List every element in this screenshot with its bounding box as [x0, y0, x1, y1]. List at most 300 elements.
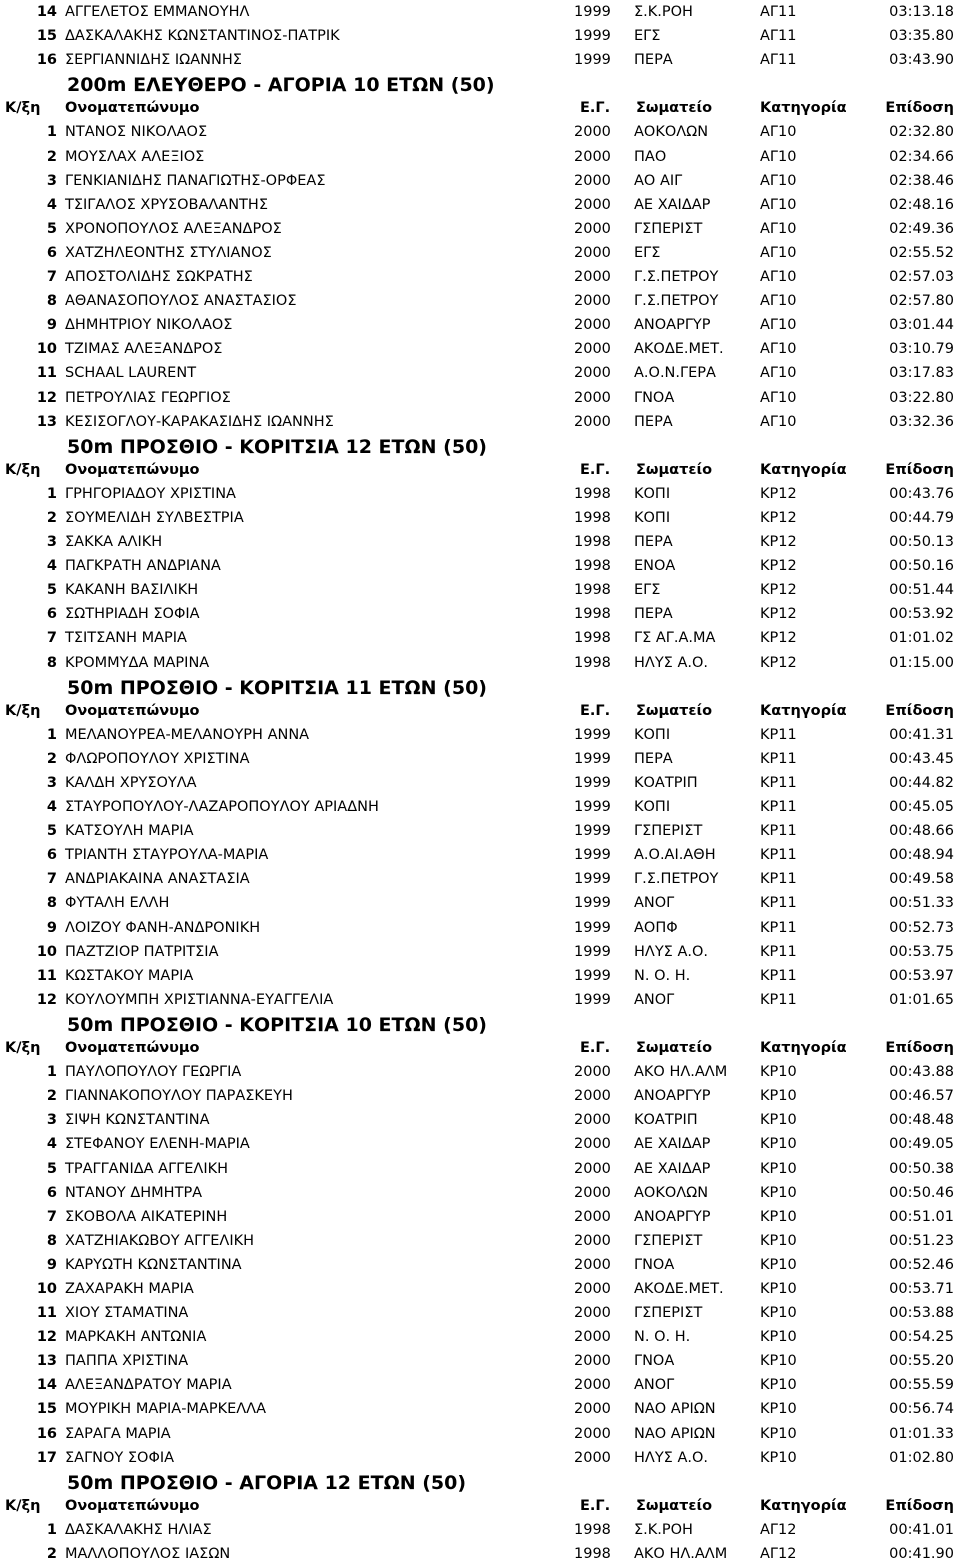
cell-name: ΖΑΧΑΡΑΚΗ ΜΑΡΙΑ — [65, 1280, 194, 1297]
cell-club: Γ.Σ.ΠΕΤΡΟΥ — [634, 871, 719, 888]
cell-category: ΑΓ10 — [760, 293, 797, 310]
cell-time: 00:41.01 — [889, 1521, 954, 1538]
cell-rank: 10 — [36, 341, 57, 358]
cell-club: ΓΝΟΑ — [634, 1353, 675, 1370]
cell-club: ΓΝΟΑ — [634, 1256, 675, 1273]
cell-category: ΚΡ10 — [760, 1305, 797, 1322]
cell-category: ΑΓ10 — [760, 172, 797, 189]
cell-club: ΠΕΡΑ — [634, 534, 673, 551]
cell-category: ΑΓ10 — [760, 389, 797, 406]
cell-year: 2000 — [574, 1449, 611, 1466]
cell-rank: 13 — [36, 1353, 57, 1370]
table-row — [0, 578, 960, 602]
header-rank: Κ/ξη — [5, 1040, 41, 1057]
cell-year: 1999 — [574, 967, 611, 984]
cell-year: 2000 — [574, 1280, 611, 1297]
table-row — [0, 916, 960, 940]
cell-category: ΚΡ11 — [760, 726, 797, 743]
cell-club: ΕΝΟΑ — [634, 558, 676, 575]
cell-year: 2000 — [574, 148, 611, 165]
section-title-text: 200m ΕΛΕΥΘΕΡΟ - ΑΓΟΡΙΑ 10 ΕΤΩΝ (50) — [67, 74, 495, 97]
cell-name: ΚΡΟΜΜΥΔΑ ΜΑΡΙΝΑ — [65, 654, 210, 671]
cell-category: ΑΓ11 — [760, 52, 797, 69]
table-row — [0, 867, 960, 891]
table-row — [0, 530, 960, 554]
cell-category: ΚΡ12 — [760, 509, 797, 526]
header-name: Ονοματεπώνυμο — [65, 1497, 200, 1514]
cell-year: 2000 — [574, 1112, 611, 1129]
cell-name: ΣΕΡΓΙΑΝΝΙΔΗΣ ΙΩΑΝΝΗΣ — [65, 52, 242, 69]
cell-rank: 8 — [46, 293, 57, 310]
cell-category: ΚΡ11 — [760, 775, 797, 791]
cell-rank: 1 — [46, 124, 57, 141]
cell-club: ΠΑΟ — [634, 148, 667, 165]
header-category: Κατηγορία — [760, 461, 847, 478]
table-row — [0, 410, 960, 434]
cell-rank: 2 — [46, 750, 57, 767]
cell-name: ΔΑΣΚΑΛΑΚΗΣ ΚΩΝΣΤΑΝΤΙΝΟΣ-ΠΑΤΡΙΚ — [65, 28, 340, 45]
cell-club: ΕΓΣ — [634, 28, 661, 45]
cell-time: 01:01.65 — [889, 991, 954, 1008]
cell-category: ΚΡ10 — [760, 1232, 797, 1249]
cell-club: ΓΣ ΑΓ.Α.ΜΑ — [634, 630, 716, 647]
cell-time: 00:52.73 — [889, 919, 954, 936]
cell-year: 2000 — [574, 1160, 611, 1177]
cell-rank: 15 — [36, 28, 57, 45]
cell-name: ΓΕΝΚΙΑΝΙΔΗΣ ΠΑΝΑΓΙΩΤΗΣ-ΟΡΦΕΑΣ — [65, 172, 326, 189]
cell-rank: 11 — [36, 1305, 57, 1322]
cell-club: ΝΑΟ ΑΡΙΩΝ — [634, 1401, 716, 1418]
table-row — [0, 1132, 960, 1156]
cell-time: 00:53.88 — [889, 1305, 954, 1322]
cell-rank: 16 — [36, 1425, 57, 1442]
cell-club: ΑΝΟΑΡΓΥΡ — [634, 1208, 711, 1225]
cell-category: ΑΓ10 — [760, 413, 797, 430]
cell-category: ΚΡ10 — [760, 1256, 797, 1273]
cell-time: 00:43.88 — [889, 1064, 954, 1081]
cell-name: ΤΡΙΑΝΤΗ ΣΤΑΥΡΟΥΛΑ-ΜΑΡΙΑ — [65, 847, 269, 864]
cell-time: 00:50.38 — [889, 1160, 954, 1177]
cell-name: ΓΡΗΓΟΡΙΑΔΟΥ ΧΡΙΣΤΙΝΑ — [65, 485, 236, 502]
header-name: Ονοματεπώνυμο — [65, 1040, 200, 1057]
cell-club: ΓΣΠΕΡΙΣΤ — [634, 1305, 703, 1322]
cell-rank: 3 — [46, 172, 57, 189]
cell-rank: 11 — [36, 365, 57, 382]
header-category: Κατηγορία — [760, 1497, 847, 1514]
cell-name: ΤΣΙΓΑΛΟΣ ΧΡΥΣΟΒΑΛΑΝΤΗΣ — [65, 196, 268, 213]
cell-category: ΑΓ11 — [760, 28, 797, 45]
cell-category: ΑΓ10 — [760, 196, 797, 213]
section-title-text: 50m ΠΡΟΣΘΙΟ - ΚΟΡΙΤΣΙΑ 11 ΕΤΩΝ (50) — [67, 676, 487, 699]
cell-time: 00:41.31 — [889, 726, 954, 743]
cell-club: ΓΝΟΑ — [634, 389, 675, 406]
cell-name: ΑΛΕΞΑΝΔΡΑΤΟΥ ΜΑΡΙΑ — [65, 1377, 232, 1394]
cell-time: 02:34.66 — [889, 148, 954, 165]
cell-category: ΚΡ12 — [760, 606, 797, 623]
cell-time: 00:45.05 — [889, 799, 954, 816]
table-row — [0, 386, 960, 410]
cell-category: ΑΓ10 — [760, 341, 797, 358]
cell-category: ΑΓ11 — [760, 4, 797, 20]
table-row — [0, 1422, 960, 1446]
cell-time: 01:02.80 — [889, 1449, 954, 1466]
table-row — [0, 217, 960, 241]
table-row — [0, 265, 960, 289]
header-category: Κατηγορία — [760, 1040, 847, 1057]
cell-rank: 3 — [46, 775, 57, 791]
cell-rank: 12 — [36, 991, 57, 1008]
cell-name: ΑΠΟΣΤΟΛΙΔΗΣ ΣΩΚΡΑΤΗΣ — [65, 269, 253, 286]
cell-name: ΚΕΣΙΣΟΓΛΟΥ-ΚΑΡΑΚΑΣΙΔΗΣ ΙΩΑΝΝΗΣ — [65, 413, 334, 430]
cell-category: ΚΡ10 — [760, 1280, 797, 1297]
cell-time: 00:53.75 — [889, 943, 954, 960]
cell-year: 2000 — [574, 1401, 611, 1418]
cell-club: ΑΝΟΓ — [634, 991, 675, 1008]
cell-category: ΚΡ10 — [760, 1353, 797, 1370]
table-row — [0, 1349, 960, 1373]
cell-year: 2000 — [574, 1425, 611, 1442]
table-row — [0, 1325, 960, 1349]
table-row — [0, 1397, 960, 1421]
cell-name: ΚΑΡΥΩΤΗ ΚΩΝΣΤΑΝΤΙΝΑ — [65, 1256, 242, 1273]
table-row — [0, 1157, 960, 1181]
cell-category: ΚΡ12 — [760, 534, 797, 551]
cell-category: ΚΡ10 — [760, 1136, 797, 1153]
cell-year: 1998 — [574, 485, 611, 502]
cell-club: ΑΚΟΔΕ.ΜΕΤ. — [634, 341, 724, 358]
cell-year: 2000 — [574, 317, 611, 334]
cell-time: 00:48.94 — [889, 847, 954, 864]
cell-time: 00:44.82 — [889, 775, 954, 791]
cell-rank: 4 — [46, 1136, 57, 1153]
cell-category: ΚΡ12 — [760, 558, 797, 575]
section-title-text: 50m ΠΡΟΣΘΙΟ - ΚΟΡΙΤΣΙΑ 12 ΕΤΩΝ (50) — [67, 435, 487, 458]
cell-year: 2000 — [574, 413, 611, 430]
table-row — [0, 988, 960, 1012]
cell-rank: 2 — [46, 1088, 57, 1105]
cell-club: Ν. Ο. Η. — [634, 967, 691, 984]
table-row — [0, 361, 960, 385]
cell-category: ΑΓ10 — [760, 365, 797, 382]
cell-club: ΑΟΚΟΛΩΝ — [634, 1184, 709, 1201]
table-row — [0, 795, 960, 819]
section-title — [0, 1470, 960, 1494]
cell-category: ΑΓ10 — [760, 124, 797, 141]
cell-year: 2000 — [574, 220, 611, 237]
cell-category: ΚΡ10 — [760, 1112, 797, 1129]
cell-year: 1998 — [574, 1546, 611, 1562]
table-row — [0, 241, 960, 265]
cell-rank: 6 — [46, 847, 57, 864]
cell-year: 1998 — [574, 654, 611, 671]
cell-time: 00:54.25 — [889, 1329, 954, 1346]
cell-category: ΚΡ11 — [760, 823, 797, 840]
cell-name: ΧΑΤΖΗΙΑΚΩΒΟΥ ΑΓΓΕΛΙΚΗ — [65, 1232, 255, 1249]
cell-club: ΑΟ ΑΙΓ — [634, 172, 683, 189]
table-row — [0, 1373, 960, 1397]
cell-category: ΚΡ11 — [760, 919, 797, 936]
cell-time: 00:41.90 — [889, 1546, 954, 1562]
cell-year: 2000 — [574, 269, 611, 286]
cell-rank: 10 — [36, 943, 57, 960]
cell-rank: 5 — [46, 220, 57, 237]
cell-club: ΑΕ ΧΑΙΔΑΡ — [634, 1160, 711, 1177]
table-header — [0, 699, 960, 723]
cell-year: 2000 — [574, 389, 611, 406]
table-row — [0, 554, 960, 578]
table-header — [0, 96, 960, 120]
cell-club: ΠΕΡΑ — [634, 606, 673, 623]
cell-category: ΚΡ12 — [760, 630, 797, 647]
cell-year: 1998 — [574, 558, 611, 575]
header-category: Κατηγορία — [760, 100, 847, 117]
table-row — [0, 145, 960, 169]
cell-time: 02:55.52 — [889, 244, 954, 261]
cell-club: ΓΣΠΕΡΙΣΤ — [634, 1232, 703, 1249]
table-row — [0, 651, 960, 675]
cell-category: ΑΓ12 — [760, 1546, 797, 1562]
cell-time: 00:53.71 — [889, 1280, 954, 1297]
cell-rank: 2 — [46, 1546, 57, 1562]
cell-year: 2000 — [574, 1088, 611, 1105]
cell-category: ΑΓ12 — [760, 1521, 797, 1538]
cell-year: 1998 — [574, 1521, 611, 1538]
cell-name: ΝΤΑΝΟΥ ΔΗΜΗΤΡΑ — [65, 1184, 203, 1201]
table-row — [0, 313, 960, 337]
cell-year: 1999 — [574, 775, 611, 791]
cell-name: SCHAAL LAURENT — [65, 365, 197, 382]
cell-rank: 6 — [46, 606, 57, 623]
table-row — [0, 940, 960, 964]
cell-time: 01:01.33 — [889, 1425, 954, 1442]
cell-name: ΣΤΑΥΡΟΠΟΥΛΟΥ-ΛΑΖΑΡΟΠΟΥΛΟΥ ΑΡΙΑΔΝΗ — [65, 799, 379, 816]
cell-rank: 12 — [36, 1329, 57, 1346]
cell-category: ΚΡ11 — [760, 967, 797, 984]
section-title — [0, 675, 960, 699]
header-club: Σωματείο — [636, 1040, 713, 1057]
cell-time: 03:22.80 — [889, 389, 954, 406]
cell-time: 03:17.83 — [889, 365, 954, 382]
cell-category: ΚΡ11 — [760, 750, 797, 767]
cell-name: ΜΟΥΣΛΑΧ ΑΛΕΞΙΟΣ — [65, 148, 205, 165]
cell-name: ΣΑΚΚΑ ΑΛΙΚΗ — [65, 534, 163, 551]
table-row — [0, 120, 960, 144]
cell-name: ΣΩΤΗΡΙΑΔΗ ΣΟΦΙΑ — [65, 606, 200, 623]
cell-year: 2000 — [574, 1232, 611, 1249]
cell-time: 00:43.45 — [889, 750, 954, 767]
header-year: Ε.Γ. — [580, 1040, 611, 1057]
cell-year: 1999 — [574, 895, 611, 912]
cell-category: ΚΡ11 — [760, 943, 797, 960]
table-row — [0, 1108, 960, 1132]
cell-name: ΧΡΟΝΟΠΟΥΛΟΣ ΑΛΕΞΑΝΔΡΟΣ — [65, 220, 282, 237]
table-row — [0, 1301, 960, 1325]
header-club: Σωματείο — [636, 702, 713, 719]
cell-year: 1999 — [574, 991, 611, 1008]
cell-club: ΚΟΑΤΡΙΠ — [634, 775, 698, 791]
cell-year: 1999 — [574, 52, 611, 69]
cell-year: 2000 — [574, 124, 611, 141]
cell-club: ΠΕΡΑ — [634, 413, 673, 430]
cell-category: ΚΡ10 — [760, 1425, 797, 1442]
cell-rank: 7 — [46, 630, 57, 647]
cell-name: ΣΤΕΦΑΝΟΥ ΕΛΕΝΗ-ΜΑΡΙΑ — [65, 1136, 250, 1153]
cell-rank: 7 — [46, 871, 57, 888]
cell-year: 1999 — [574, 4, 611, 20]
cell-year: 1999 — [574, 750, 611, 767]
cell-name: ΚΑΚΑΝΗ ΒΑΣΙΛΙΚΗ — [65, 582, 199, 599]
cell-time: 00:49.05 — [889, 1136, 954, 1153]
cell-name: ΓΙΑΝΝΑΚΟΠΟΥΛΟΥ ΠΑΡΑΣΚΕΥΗ — [65, 1088, 293, 1105]
cell-club: ΑΚΟΔΕ.ΜΕΤ. — [634, 1280, 724, 1297]
cell-club: ΠΕΡΑ — [634, 750, 673, 767]
cell-category: ΚΡ10 — [760, 1377, 797, 1394]
cell-year: 1999 — [574, 799, 611, 816]
header-time: Επίδοση — [885, 1040, 954, 1057]
cell-time: 00:55.20 — [889, 1353, 954, 1370]
cell-club: ΑΕ ΧΑΙΔΑΡ — [634, 1136, 711, 1153]
cell-name: ΑΝΔΡΙΑΚΑΙΝΑ ΑΝΑΣΤΑΣΙΑ — [65, 871, 250, 888]
cell-rank: 1 — [46, 485, 57, 502]
cell-name: ΧΙΟΥ ΣΤΑΜΑΤΙΝΑ — [65, 1305, 189, 1322]
cell-name: ΤΣΙΤΣΑΝΗ ΜΑΡΙΑ — [65, 630, 187, 647]
table-row — [0, 24, 960, 48]
cell-time: 03:13.18 — [889, 4, 954, 20]
cell-time: 01:15.00 — [889, 654, 954, 671]
cell-time: 02:57.80 — [889, 293, 954, 310]
cell-year: 2000 — [574, 1136, 611, 1153]
table-row — [0, 337, 960, 361]
cell-rank: 12 — [36, 389, 57, 406]
section-title — [0, 72, 960, 96]
cell-rank: 8 — [46, 895, 57, 912]
header-time: Επίδοση — [885, 702, 954, 719]
table-row — [0, 289, 960, 313]
cell-category: ΚΡ10 — [760, 1160, 797, 1177]
table-row — [0, 1446, 960, 1470]
cell-club: Ν. Ο. Η. — [634, 1329, 691, 1346]
cell-club: ΑΚΟ ΗΛ.ΑΛΜ — [634, 1064, 728, 1081]
cell-name: ΣΑΡΑΓΑ ΜΑΡΙΑ — [65, 1425, 171, 1442]
header-club: Σωματείο — [636, 1497, 713, 1514]
cell-year: 1999 — [574, 847, 611, 864]
cell-name: ΦΥΤΑΛΗ ΕΛΛΗ — [65, 895, 170, 912]
cell-time: 00:51.44 — [889, 582, 954, 599]
cell-name: ΚΑΛΔΗ ΧΡΥΣΟΥΛΑ — [65, 775, 197, 791]
cell-rank: 4 — [46, 196, 57, 213]
table-row — [0, 1253, 960, 1277]
table-row — [0, 1229, 960, 1253]
cell-name: ΠΕΤΡΟΥΛΙΑΣ ΓΕΩΡΓΙΟΣ — [65, 389, 231, 406]
cell-category: ΚΡ12 — [760, 582, 797, 599]
cell-name: ΝΤΑΝΟΣ ΝΙΚΟΛΑΟΣ — [65, 124, 208, 141]
cell-rank: 7 — [46, 1208, 57, 1225]
cell-year: 1999 — [574, 919, 611, 936]
cell-name: ΛΟΙΖΟΥ ΦΑΝΗ-ΑΝΔΡΟΝΙΚΗ — [65, 919, 261, 936]
cell-year: 2000 — [574, 1208, 611, 1225]
cell-name: ΚΑΤΣΟΥΛΗ ΜΑΡΙΑ — [65, 823, 194, 840]
header-name: Ονοματεπώνυμο — [65, 702, 200, 719]
section-title — [0, 1012, 960, 1036]
cell-time: 03:35.80 — [889, 28, 954, 45]
cell-name: ΑΘΑΝΑΣΟΠΟΥΛΟΣ ΑΝΑΣΤΑΣΙΟΣ — [65, 293, 297, 310]
table-row — [0, 1060, 960, 1084]
cell-name: ΤΖΙΜΑΣ ΑΛΕΞΑΝΔΡΟΣ — [65, 341, 223, 358]
header-time: Επίδοση — [885, 461, 954, 478]
cell-rank: 13 — [36, 413, 57, 430]
cell-time: 02:32.80 — [889, 124, 954, 141]
cell-rank: 1 — [46, 1064, 57, 1081]
cell-club: ΑΝΟΑΡΓΥΡ — [634, 1088, 711, 1105]
cell-category: ΚΡ11 — [760, 871, 797, 888]
cell-category: ΚΡ11 — [760, 895, 797, 912]
cell-time: 00:49.58 — [889, 871, 954, 888]
cell-rank: 5 — [46, 582, 57, 599]
header-rank: Κ/ξη — [5, 1497, 41, 1514]
table-row — [0, 1205, 960, 1229]
table-row — [0, 1542, 960, 1566]
cell-time: 00:50.16 — [889, 558, 954, 575]
cell-rank: 4 — [46, 799, 57, 816]
cell-category: ΚΡ10 — [760, 1184, 797, 1201]
cell-name: ΠΑΥΛΟΠΟΥΛΟΥ ΓΕΩΡΓΙΑ — [65, 1064, 242, 1081]
cell-time: 00:51.23 — [889, 1232, 954, 1249]
cell-time: 03:43.90 — [889, 52, 954, 69]
cell-rank: 3 — [46, 1112, 57, 1129]
cell-club: ΗΛΥΣ Α.Ο. — [634, 654, 709, 671]
cell-year: 2000 — [574, 1184, 611, 1201]
cell-name: ΜΕΛΑΝΟΥΡΕΑ-ΜΕΛΑΝΟΥΡΗ ΑΝΝΑ — [65, 726, 310, 743]
cell-time: 00:43.76 — [889, 485, 954, 502]
cell-year: 1998 — [574, 509, 611, 526]
table-row — [0, 723, 960, 747]
cell-name: ΣΟΥΜΕΛΙΔΗ ΣΥΛΒΕΣΤΡΙΑ — [65, 509, 244, 526]
cell-category: ΚΡ10 — [760, 1329, 797, 1346]
cell-club: ΠΕΡΑ — [634, 52, 673, 69]
cell-time: 02:49.36 — [889, 220, 954, 237]
cell-club: Σ.Κ.ΡΟΗ — [634, 4, 693, 20]
cell-name: ΑΓΓΕΛΕΤΟΣ ΕΜΜΑΝΟΥΗΛ — [65, 4, 250, 20]
header-name: Ονοματεπώνυμο — [65, 461, 200, 478]
cell-rank: 5 — [46, 823, 57, 840]
header-club: Σωματείο — [636, 461, 713, 478]
table-row — [0, 1084, 960, 1108]
cell-rank: 15 — [36, 1401, 57, 1418]
table-row — [0, 771, 960, 795]
cell-time: 00:56.74 — [889, 1401, 954, 1418]
cell-rank: 10 — [36, 1280, 57, 1297]
table-row — [0, 169, 960, 193]
cell-rank: 3 — [46, 534, 57, 551]
cell-year: 2000 — [574, 172, 611, 189]
cell-year: 2000 — [574, 1256, 611, 1273]
cell-category: ΚΡ10 — [760, 1088, 797, 1105]
cell-name: ΣΙΨΗ ΚΩΝΣΤΑΝΤΙΝΑ — [65, 1112, 210, 1129]
table-row — [0, 843, 960, 867]
cell-name: ΣΑΓΝΟΥ ΣΟΦΙΑ — [65, 1449, 175, 1466]
cell-category: ΚΡ10 — [760, 1449, 797, 1466]
cell-year: 2000 — [574, 1377, 611, 1394]
table-row — [0, 48, 960, 72]
table-row — [0, 482, 960, 506]
table-row — [0, 626, 960, 650]
cell-time: 00:53.97 — [889, 967, 954, 984]
cell-year: 1999 — [574, 28, 611, 45]
cell-year: 2000 — [574, 365, 611, 382]
cell-category: ΚΡ12 — [760, 654, 797, 671]
table-row — [0, 506, 960, 530]
cell-year: 2000 — [574, 1353, 611, 1370]
